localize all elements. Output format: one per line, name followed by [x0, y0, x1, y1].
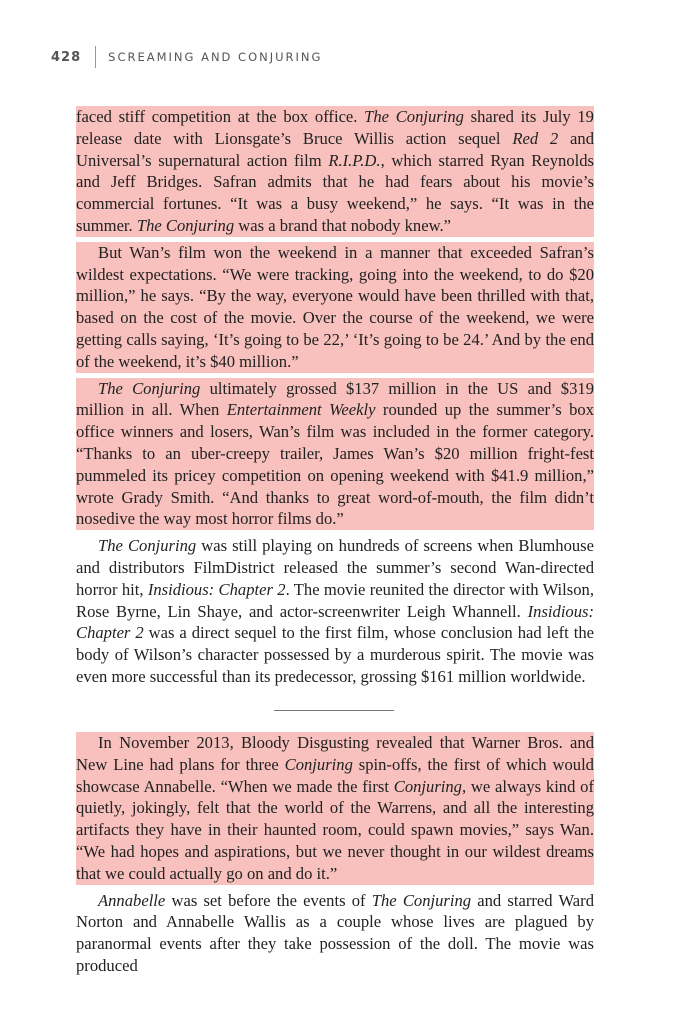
paragraph-1: faced stiff competition at the box office. The Conjuring shared its July 19 release date with Lionsgate’s Bruce Willis action sequel Red 2 and Universal’s supernatural action film R.I.P.D., which starred Ryan Reynolds and Jeff Bridges. Safran admits that he had fears about his movie’s commercial fortunes. “It was a busy weekend,” he says. “It was in the summer. The Conjuring was a brand that nobody knew.”	[76, 107, 594, 235]
highlight-block-1	[76, 106, 594, 237]
body-text-top	[76, 106, 594, 688]
page-header	[51, 46, 322, 68]
page-number: 428	[51, 49, 82, 65]
highlight-block-3	[76, 378, 594, 531]
running-head: SCREAMING AND CONJURING	[108, 50, 323, 64]
body-text-bottom	[76, 732, 594, 977]
highlight-block-2	[76, 242, 594, 373]
paragraph-6: Annabelle was set before the events of The Conjuring and starred Ward Norton and Annabelle Wallis as a couple whose lives are plagued by paranormal events after they take possession of the doll. The movie was produced	[76, 890, 594, 975]
paragraph-3: The Conjuring ultimately grossed $137 million in the US and $319 million in all. When Entertainment Weekly rounded up the summer’s box office winners and losers, Wan’s film was included in the former category. “Thanks to an uber-creepy trailer, James Wan’s $20 million fright-fest pummeled its pricey competition on opening weekend with $41.9 million,” wrote Grady Smith. “And thanks to great word-of-mouth, the film didn’t nosedive the way most horror films do.”	[76, 378, 594, 529]
paragraph-5: In November 2013, Bloody Disgusting revealed that Warner Bros. and New Line had plans for three Conjuring spin-offs, the first of which would showcase Annabelle. “When we made the first Conjuring, we always kind of quietly, jokingly, felt that the world of the Warrens, and all the interesting artifacts they have in their haunted room, could spawn movies,” says Wan. “We had hopes and aspirations, but we never thought in our wildest dreams that we could actually go on and do it.”	[76, 733, 594, 883]
highlight-block-4	[76, 732, 594, 885]
paragraph-2: But Wan’s film won the weekend in a manner that exceeded Safran’s wildest expectations. “We were tracking, going into the weekend, to do $20 million,” he says. “By the way, everyone would have been thrilled with that, based on the cost of the movie. Over the course of the weekend, we were getting calls saying, ‘It’s going to be 22,’ ‘It’s going to be 24.’ And by the end of the weekend, it’s $40 million.”	[76, 242, 594, 371]
paragraph-4: The Conjuring was still playing on hundreds of screens when Blumhouse and distributors FilmDistrict released the summer’s second Wan-directed horror hit, Insidious: Chapter 2. The movie reunited the director with Wilson, Rose Byrne, Lin Shaye, and actor-screenwriter Leigh Whannell. Insidious: Chapter 2 was a direct sequel to the first film, whose conclusion had left the body of Wilson’s character possessed by a murderous spirit. The movie was even more successful than its predecessor, grossing $161 million worldwide.	[76, 536, 594, 686]
header-divider	[95, 46, 96, 68]
section-break-rule	[274, 710, 394, 711]
